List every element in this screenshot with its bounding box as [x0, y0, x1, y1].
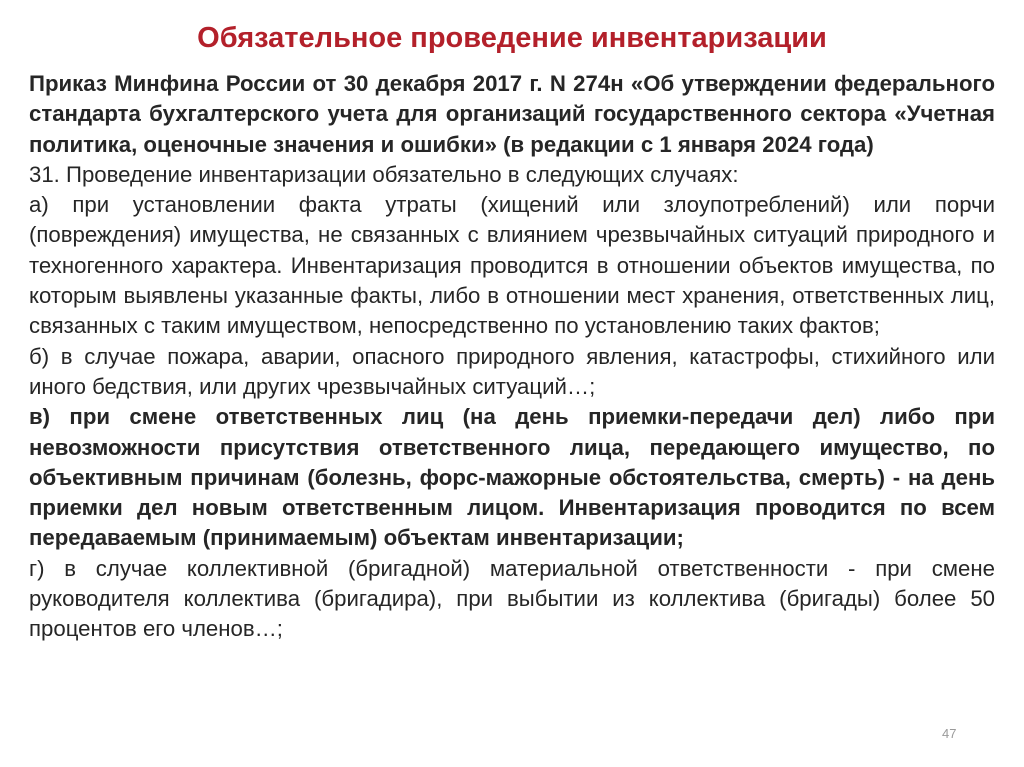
page-number: 47	[942, 726, 957, 741]
clause-item-b: б) в случае пожара, аварии, опасного природного явления, катастрофы, стихийного или иного бедствия, или других чрезвычайных ситуаций…;	[29, 343, 995, 399]
clause-item-g: г) в случае коллективной (бригадной) материальной ответственности - при смене руководителя коллектива (бригадира), при выбытии из коллектива (бригады) более 50 процентов его членов…;	[29, 555, 995, 642]
clause-item-v: в) при смене ответственных лиц (на день приемки-передачи дел) либо при невозможности присутствия ответственного лица, передающего имущество, по объективным причинам (болезнь, форс-мажорные обстоятельства, смерть) - на день приемки дел новым ответственным лицом. Инвентаризация проводится по всем передаваемым (принимаемым) объектам инвентаризации;	[29, 404, 995, 551]
slide-body	[29, 69, 995, 645]
clause-item-a: а) при установлении факта утраты (хищений или злоупотреблений) или порчи (повреждения) имущества, не связанных с влиянием чрезвычайных ситуаций природного и техногенного характера. Инвентаризация проводится в отношении объектов имущества, по которым выявлены указанные факты, либо в отношении мест хранения, ответственных лиц, связанных с таким имуществом, непосредственно по установлению таких фактов;	[29, 192, 995, 339]
slide-title: Обязательное проведение инвентаризации	[197, 22, 827, 54]
order-reference-paragraph: Приказ Минфина России от 30 декабря 2017 г. N 274н «Об утверждении федерального стандарта бухгалтерского учета для организаций государственного сектора «Учетная политика, оценочные значения и ошибки» (в редакции с 1 января 2024 года)	[29, 71, 995, 157]
clause-31-intro: 31. Проведение инвентаризации обязательно в следующих случаях:	[29, 161, 739, 187]
